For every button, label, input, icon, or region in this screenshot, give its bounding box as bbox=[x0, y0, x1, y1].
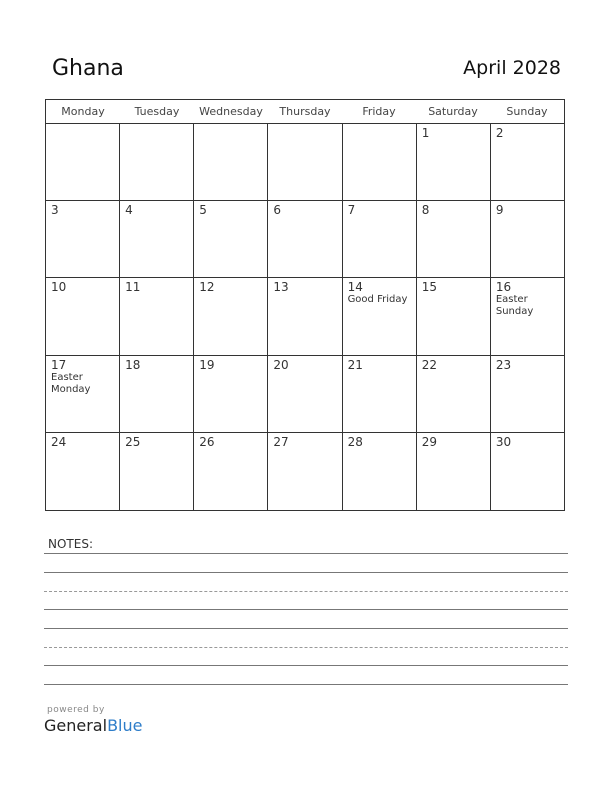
day-cell[interactable] bbox=[417, 201, 491, 277]
day-cell[interactable] bbox=[417, 124, 491, 200]
day-cell[interactable] bbox=[417, 433, 491, 510]
day-number: 4 bbox=[125, 203, 133, 218]
day-cell[interactable] bbox=[46, 201, 120, 277]
weekday-label: Thursday bbox=[279, 105, 331, 118]
day-cell[interactable] bbox=[417, 356, 491, 432]
day-cell[interactable] bbox=[268, 201, 342, 277]
day-cell[interactable] bbox=[343, 278, 417, 354]
day-cell[interactable] bbox=[194, 356, 268, 432]
notes-line bbox=[44, 553, 568, 554]
day-number: 30 bbox=[495, 434, 512, 449]
day-number: 10 bbox=[51, 280, 67, 295]
day-number: 7 bbox=[347, 203, 356, 218]
day-cell[interactable] bbox=[268, 433, 342, 510]
holiday-label: Good Friday bbox=[347, 294, 408, 306]
day-cell[interactable] bbox=[194, 124, 268, 200]
day-cell[interactable] bbox=[194, 278, 268, 354]
day-number: 22 bbox=[421, 357, 437, 372]
day-cell[interactable] bbox=[343, 201, 417, 277]
day-cell[interactable] bbox=[194, 433, 268, 510]
day-cell[interactable] bbox=[417, 278, 491, 354]
brand-logo[interactable] bbox=[44, 716, 142, 735]
notes-line bbox=[44, 591, 568, 592]
notes-line bbox=[44, 647, 568, 648]
week-row bbox=[46, 124, 564, 201]
day-number: 15 bbox=[421, 280, 437, 295]
notes-label: NOTES: bbox=[48, 537, 93, 551]
day-number: 27 bbox=[273, 434, 289, 449]
day-cell[interactable] bbox=[491, 278, 564, 354]
day-number: 2 bbox=[495, 126, 504, 140]
day-cell[interactable] bbox=[46, 433, 120, 510]
holiday-label: Easter Sunday bbox=[495, 294, 534, 318]
day-number: 26 bbox=[199, 434, 215, 449]
notes-line bbox=[44, 684, 568, 685]
day-number: 12 bbox=[199, 280, 215, 295]
day-number: 13 bbox=[273, 280, 289, 295]
country-title: Ghana bbox=[52, 56, 124, 81]
day-number: 18 bbox=[125, 357, 141, 372]
day-number: 3 bbox=[51, 203, 59, 218]
day-number: 21 bbox=[347, 357, 363, 372]
day-number: 19 bbox=[199, 357, 215, 372]
weekday-label: Sunday bbox=[506, 105, 548, 118]
notes-line bbox=[44, 572, 568, 573]
calendar-body bbox=[46, 124, 564, 510]
day-cell[interactable] bbox=[491, 433, 564, 510]
calendar-grid bbox=[45, 99, 565, 511]
day-cell[interactable] bbox=[120, 278, 194, 354]
day-number: 17 bbox=[51, 357, 67, 372]
day-cell[interactable] bbox=[120, 356, 194, 432]
day-cell[interactable] bbox=[120, 201, 194, 277]
weekday-header bbox=[46, 100, 564, 124]
week-row bbox=[46, 356, 564, 433]
day-number: 23 bbox=[495, 357, 512, 372]
weekday-label: Wednesday bbox=[199, 105, 263, 118]
day-number: 8 bbox=[421, 203, 430, 218]
week-row bbox=[46, 278, 564, 355]
notes-line bbox=[44, 628, 568, 629]
day-number: 29 bbox=[421, 434, 437, 449]
day-number: 6 bbox=[273, 203, 282, 218]
day-cell[interactable] bbox=[46, 278, 120, 354]
day-number: 5 bbox=[199, 203, 207, 218]
day-number: 25 bbox=[125, 434, 141, 449]
brand-blue: Blue bbox=[107, 716, 143, 735]
day-cell[interactable] bbox=[194, 201, 268, 277]
powered-by-text: powered by bbox=[47, 705, 105, 715]
brand-general: General bbox=[44, 716, 108, 735]
day-cell[interactable] bbox=[46, 356, 120, 432]
day-cell[interactable] bbox=[268, 124, 342, 200]
day-cell[interactable] bbox=[268, 278, 342, 354]
day-cell[interactable] bbox=[46, 124, 120, 200]
day-number: 1 bbox=[421, 126, 430, 140]
notes-line bbox=[44, 665, 568, 666]
holiday-label: Easter Monday bbox=[51, 371, 91, 395]
week-row bbox=[46, 433, 564, 510]
day-cell[interactable] bbox=[120, 433, 194, 510]
weekday-label: Saturday bbox=[428, 105, 478, 118]
month-title: April 2028 bbox=[463, 57, 561, 79]
day-number: 24 bbox=[51, 434, 67, 449]
week-row bbox=[46, 201, 564, 278]
day-number: 14 bbox=[347, 280, 363, 295]
weekday-label: Tuesday bbox=[134, 105, 180, 118]
day-number: 9 bbox=[495, 203, 504, 218]
day-number: 20 bbox=[273, 357, 289, 372]
day-cell[interactable] bbox=[268, 356, 342, 432]
day-cell[interactable] bbox=[343, 433, 417, 510]
notes-line bbox=[44, 609, 568, 610]
day-cell[interactable] bbox=[491, 201, 564, 277]
day-number: 28 bbox=[347, 434, 363, 449]
weekday-label: Friday bbox=[362, 105, 396, 118]
day-number: 16 bbox=[495, 280, 512, 295]
day-cell[interactable] bbox=[343, 356, 417, 432]
day-cell[interactable] bbox=[120, 124, 194, 200]
day-cell[interactable] bbox=[343, 124, 417, 200]
day-number: 11 bbox=[125, 280, 141, 295]
day-cell[interactable] bbox=[491, 124, 564, 200]
weekday-label: Monday bbox=[61, 105, 105, 118]
day-cell[interactable] bbox=[491, 356, 564, 432]
